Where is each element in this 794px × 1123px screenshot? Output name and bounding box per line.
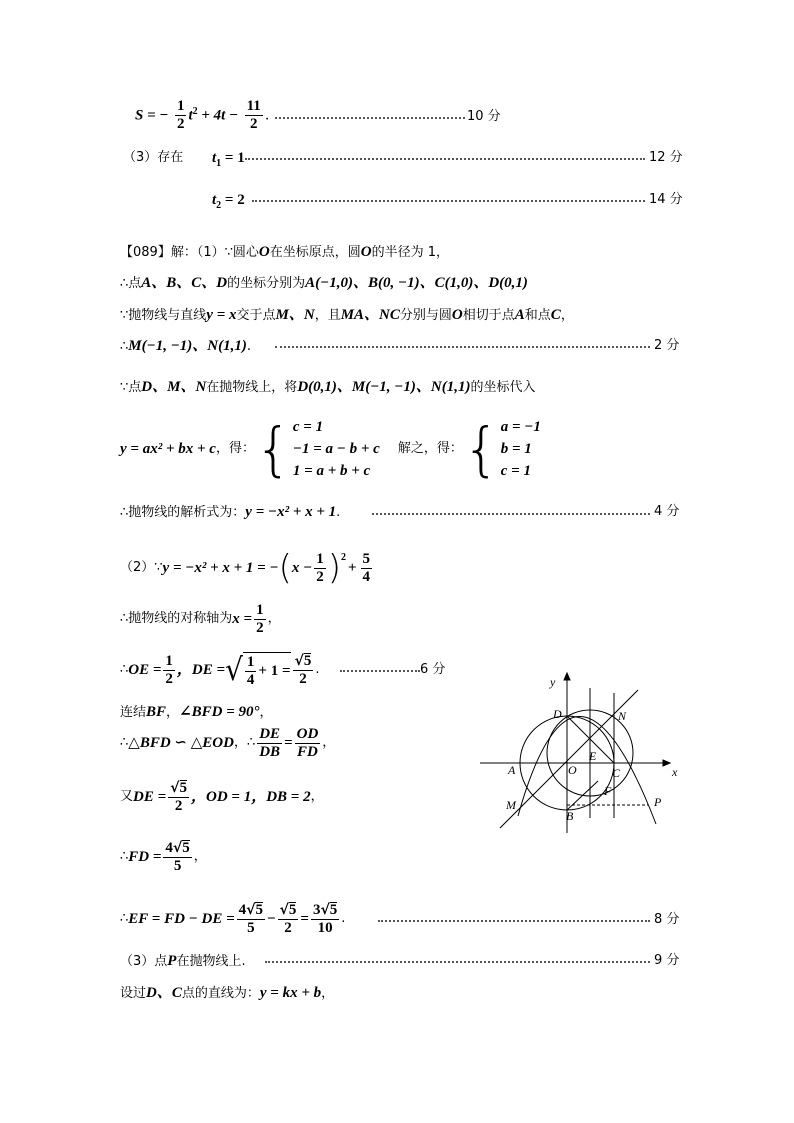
score-9: 9 分	[654, 953, 680, 968]
fraction	[311, 902, 339, 937]
coef: 3	[312, 901, 321, 918]
period: .	[264, 107, 270, 124]
text: 连结	[120, 705, 147, 720]
vertex-form: y = −x² + x + 1 = −	[162, 560, 279, 576]
text: 点的直线为：	[181, 986, 260, 1001]
paren-close: )	[327, 548, 341, 588]
text: ，	[560, 308, 574, 323]
text: （2）∵	[120, 560, 163, 575]
sol089-line16	[120, 951, 246, 972]
sol089-line5	[120, 377, 535, 398]
fraction	[314, 551, 326, 586]
radicand: 5	[255, 902, 263, 918]
fraction	[295, 726, 321, 761]
frac-num: 1	[246, 653, 255, 670]
points: A、B、C、D	[141, 275, 228, 291]
text: 的坐标分别为	[227, 276, 306, 291]
score-10: 10 分	[467, 109, 501, 124]
text: 交于点	[236, 308, 276, 323]
radicand: 5	[182, 840, 190, 856]
fraction	[245, 98, 263, 133]
frac-den: 4	[362, 568, 371, 585]
oe-eq: OE =	[128, 662, 162, 678]
sol089-line4	[120, 336, 251, 357]
fraction	[175, 98, 187, 133]
frac-num: DE	[259, 725, 281, 742]
text: ，	[310, 789, 324, 804]
text: 相切于点	[462, 308, 515, 323]
coef: 4	[238, 901, 247, 918]
text: ，	[267, 611, 281, 626]
frac-num: 1	[165, 652, 173, 669]
score-14: 14 分	[649, 192, 683, 207]
fraction	[163, 653, 175, 688]
head-text: 在坐标原点，圆	[269, 245, 361, 260]
part3-label: （3）存在	[123, 150, 184, 165]
brace: {	[254, 415, 292, 483]
therefore: ∴	[120, 911, 129, 926]
therefore: ∴	[120, 339, 129, 354]
text: .	[241, 954, 246, 969]
score-8: 8 分	[654, 912, 680, 927]
frac-den: 2	[165, 670, 173, 687]
fraction	[278, 902, 299, 937]
parabola	[518, 716, 656, 824]
parabola-eq: y = −x² + x + 1	[245, 504, 337, 520]
frac-den: 5	[247, 919, 255, 936]
var-O: O	[360, 244, 372, 260]
label-y: y	[550, 675, 556, 689]
fraction	[293, 653, 314, 688]
coef: 4	[165, 839, 173, 856]
frac-den: 2	[256, 619, 264, 636]
sqrt-5: √ 5	[279, 901, 297, 918]
label-A: A	[508, 763, 516, 777]
sys-row: −1 = a − b + c	[292, 441, 380, 457]
sol089-line10	[120, 649, 320, 691]
coords: M(−1, −1)、N(1,1)	[128, 338, 247, 354]
similarity: △BFD ∽ △EOD	[128, 735, 234, 751]
label-x: x	[672, 765, 678, 779]
label-P: P	[654, 795, 662, 809]
t2-value: = 2	[221, 192, 245, 208]
text: .	[246, 339, 252, 354]
sol089-line17	[120, 983, 334, 1004]
subscript: 2	[216, 199, 222, 211]
therefore: ∴	[120, 849, 129, 864]
score-4: 4 分	[654, 504, 680, 519]
sol089-line11	[120, 702, 273, 723]
fraction	[168, 780, 189, 815]
equation-system-1	[255, 416, 380, 482]
sol089-system-line	[120, 416, 541, 482]
y-axis-arrow	[564, 673, 570, 680]
fraction	[257, 726, 282, 761]
score-12: 12 分	[649, 150, 683, 165]
label-N: N	[618, 709, 627, 723]
sol089-line7	[120, 502, 340, 523]
plus: +	[347, 560, 357, 576]
frac-num: 1	[316, 550, 324, 567]
geometry-figure	[470, 668, 680, 838]
radicand: 5	[303, 653, 312, 669]
sys-row: c = 1	[292, 419, 324, 435]
frac-den: 5	[173, 857, 182, 874]
frac-den: 2	[176, 116, 185, 132]
sol089-line14	[120, 836, 207, 878]
label-F: F	[604, 784, 612, 798]
angle-eq: ∠BFD = 90°	[179, 704, 260, 720]
t1-eq	[212, 148, 245, 174]
dot-leader	[252, 200, 645, 202]
sol089-line13	[120, 776, 324, 818]
var-t: t	[188, 107, 193, 124]
therefore: ∴	[120, 735, 129, 750]
radicand: 5	[288, 902, 297, 918]
sol089-line2	[120, 273, 528, 294]
sys-row: b = 1	[500, 441, 532, 457]
line-eq: y = kx + b	[259, 985, 322, 1001]
text: ，	[322, 735, 336, 750]
text: ，得：	[215, 441, 255, 456]
radical: √ $\frac{1}{4}$ + 1 =	[225, 650, 291, 688]
label-D: D	[553, 707, 562, 721]
label-M: M	[506, 798, 516, 812]
s-lhs: S = −	[135, 107, 169, 124]
brace: {	[462, 415, 500, 483]
ef-eq: EF = FD − DE =	[128, 911, 235, 927]
eq: y = x	[206, 307, 237, 323]
fraction	[254, 602, 266, 637]
exponent: 2	[192, 105, 198, 117]
radicand: 5	[179, 780, 187, 796]
sqrt-5: √ 5	[294, 652, 312, 669]
text: ∵点	[120, 380, 142, 395]
points: D、M、N	[141, 379, 207, 395]
frac-num: 1	[256, 601, 264, 618]
general-form: y = ax² + bx + c	[120, 441, 216, 457]
sqrt-5: √ 5	[172, 839, 190, 856]
frac-den: 10	[317, 919, 333, 936]
sys-row: a = −1	[500, 419, 541, 435]
score-2: 2 分	[654, 338, 680, 353]
exponent: 2	[340, 552, 346, 563]
frac-num: 5	[362, 550, 371, 567]
segments: MA、NC	[340, 307, 400, 323]
radicand: 5	[329, 902, 338, 918]
equals: =	[284, 735, 293, 751]
score-6: 6 分	[420, 662, 446, 677]
fraction	[163, 840, 191, 875]
seg-bf: BF	[146, 704, 167, 720]
dot-leader	[340, 670, 420, 672]
dot-leader	[265, 961, 650, 963]
sol089-head	[120, 242, 449, 263]
text: 解之，得：	[397, 441, 463, 456]
s-mid: + 4t −	[197, 107, 239, 124]
dot-leader	[378, 920, 650, 922]
text: .	[315, 662, 320, 677]
coords: A(−1,0)、B(0, −1)、C(1,0)、D(0,1)	[305, 275, 528, 291]
text: ∴抛物线的对称轴为	[120, 611, 233, 626]
sol089-line12	[120, 722, 335, 764]
paren-open: (	[278, 548, 292, 588]
text: 又	[120, 789, 134, 804]
text: ，∴	[233, 735, 256, 750]
frac-den: FD	[297, 743, 318, 760]
points: M、N	[275, 307, 315, 323]
var-A: A	[514, 307, 525, 323]
text: ∵抛物线与直线	[120, 308, 207, 323]
var-t: t	[212, 192, 217, 208]
points: D、C	[146, 985, 182, 1001]
label-B: B	[566, 809, 574, 823]
text: 在抛物线上，将	[206, 380, 298, 395]
sol089-line15	[120, 898, 345, 940]
text: .	[341, 911, 346, 926]
text: 的坐标代入	[470, 380, 536, 395]
fraction	[237, 902, 265, 937]
frac-num: OD	[296, 725, 319, 742]
sqrt-5: √ 5	[170, 779, 187, 796]
sys-row: 1 = a + b + c	[292, 463, 371, 479]
dot-leader	[275, 117, 465, 119]
label-E: E	[589, 749, 597, 763]
text: ∴抛物线的解析式为：	[120, 505, 246, 520]
text: （3）点	[120, 954, 168, 969]
text: ，	[193, 849, 207, 864]
sol089-line3	[120, 305, 574, 326]
frac-den: DB	[259, 743, 281, 760]
var-O: O	[451, 307, 463, 323]
text: .	[336, 505, 341, 520]
text: 设过	[120, 986, 147, 1001]
subscript: 1	[216, 157, 222, 169]
equals: =	[300, 911, 309, 927]
frac-den: 2	[284, 919, 292, 936]
frac-den: 2	[299, 670, 307, 687]
t1-value: = 1	[221, 150, 245, 166]
frac-den: 4	[246, 671, 255, 688]
fraction	[361, 551, 373, 586]
text: ∴点	[120, 276, 142, 291]
frac-den: 2	[316, 568, 324, 585]
equation-system-2	[463, 416, 541, 482]
frac-den: 2	[249, 116, 258, 132]
coords: D(0,1)、M(−1, −1)、N(1,1)	[297, 379, 471, 395]
dot-leader	[372, 513, 650, 515]
var-C: C	[550, 307, 561, 323]
head-text: 【089】解：（1）∵圆心	[120, 245, 259, 260]
frac-num: 11	[246, 98, 261, 114]
od-db: ，OD = 1，DB = 2	[191, 789, 311, 805]
t2-eq	[212, 190, 245, 216]
head-text: 的半径为 1，	[371, 245, 449, 260]
dot-leader	[245, 158, 645, 160]
text: ，	[259, 705, 273, 720]
sol089-line9	[120, 599, 281, 639]
var-t: t	[212, 150, 217, 166]
sqrt-5: √ 5	[246, 901, 263, 918]
axis-eq: x =	[232, 611, 253, 627]
sys-row: c = 1	[500, 463, 531, 479]
text: ，	[166, 705, 180, 720]
frac-num: 1	[176, 98, 185, 114]
text: ，且	[314, 308, 341, 323]
label-C: C	[612, 766, 621, 780]
text: ，	[321, 986, 335, 1001]
fd-eq: FD =	[128, 849, 162, 865]
text: 和点	[524, 308, 551, 323]
var-O: O	[258, 244, 270, 260]
therefore: ∴	[120, 662, 129, 677]
plus-one: + 1 =	[258, 663, 291, 679]
de-eq: DE =	[133, 789, 167, 805]
text: 在抛物线上	[176, 954, 242, 969]
dot-leader	[275, 346, 650, 348]
s-formula	[135, 98, 269, 133]
de-eq: ，DE =	[176, 662, 226, 678]
frac-den: 2	[174, 797, 183, 814]
sqrt-5: √ 5	[320, 901, 338, 918]
sol089-line8	[120, 548, 374, 588]
x-axis-arrow	[663, 760, 670, 766]
text: 分别与圆	[399, 308, 452, 323]
minus: −	[266, 911, 276, 927]
var-P: P	[167, 953, 177, 969]
fraction	[245, 654, 257, 689]
var-x: x −	[291, 560, 313, 576]
label-O: O	[568, 763, 577, 777]
